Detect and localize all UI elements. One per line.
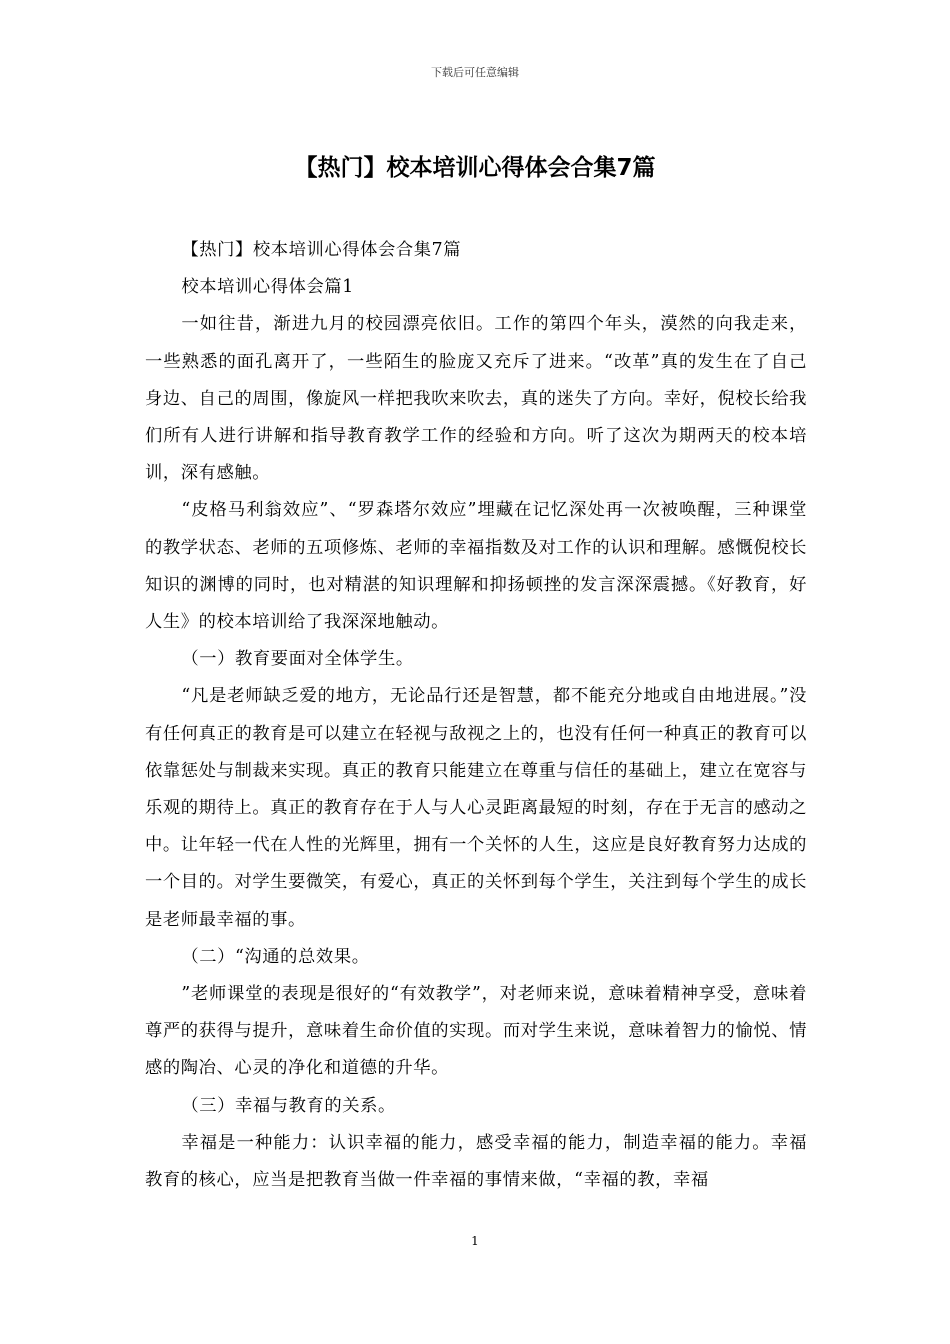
subsection-heading: （二）“沟通的总效果。 — [181, 946, 370, 967]
body-paragraph: 【热门】校本培训心得体会合集7篇 — [181, 240, 462, 260]
body-paragraph: “皮格马利翁效应”、“罗森塔尔效应”埋藏在记忆深处再一次被唤醒，三种课堂的教学状态、老师的五项修炼、老师的幸福指数及对工作的认识和理解。感慨倪校长知识的渊博的同时，也对精湛的知识理解和抑扬顿挫的发言深深震撼。《好教育，好人生》的校本培训给了我深深地触动。 — [145, 500, 807, 633]
body-paragraph: “凡是老师缺乏爱的地方，无论品行还是智慧，都不能充分地或自由地进展。”没有任何真正的教育是可以建立在轻视与敌视之上的，也没有任何一种真正的教育可以依靠惩处与制裁来实现。真正的教育只能建立在尊重与信任的基础上，建立在宽容与乐观的期待上。真正的教育存在于人与人心灵距离最短的时刻，存在于无言的感动之中。让年轻一代在人性的光辉里，拥有一个关怀的人生，这应是良好教育努力达成的一个目的。对学生要微笑，有爱心，真正的关怀到每个学生，关注到每个学生的成长是老师最幸福的事。 — [145, 686, 807, 930]
subsection-heading: （三）幸福与教育的关系。 — [181, 1095, 396, 1116]
subsection-heading: （一）教育要面对全体学生。 — [181, 649, 414, 670]
body-paragraph: 幸福是一种能力：认识幸福的能力，感受幸福的能力，制造幸福的能力。幸福教育的核心，应当是把教育当做一件幸福的事情来做，“幸福的教，幸福 — [145, 1132, 807, 1191]
page-header: 下载后可任意编辑 — [431, 66, 519, 79]
page-number: 1 — [471, 1234, 479, 1248]
body-paragraph: ”老师课堂的表现是很好的“有效教学”，对老师来说，意味着精神享受，意味着尊严的获得与提升，意味着生命价值的实现。而对学生来说，意味着智力的愉悦、情感的陶冶、心灵的净化和道德的升华。 — [145, 984, 807, 1079]
section-heading: 校本培训心得体会篇1 — [181, 277, 354, 298]
document-title: 【热门】校本培训心得体会合集7篇 — [294, 155, 656, 181]
document-body — [145, 232, 807, 1199]
body-paragraph: 一如往昔，渐进九月的校园漂亮依旧。工作的第四个年头，漠然的向我走来，一些熟悉的面孔离开了，一些陌生的脸庞又充斥了进来。“改革”真的发生在了自己身边、自己的周围，像旋风一样把我吹来吹去，真的迷失了方向。幸好，倪校长给我们所有人进行讲解和指导教育教学工作的经验和方向。听了这次为期两天的校本培训，深有感触。 — [145, 314, 807, 484]
